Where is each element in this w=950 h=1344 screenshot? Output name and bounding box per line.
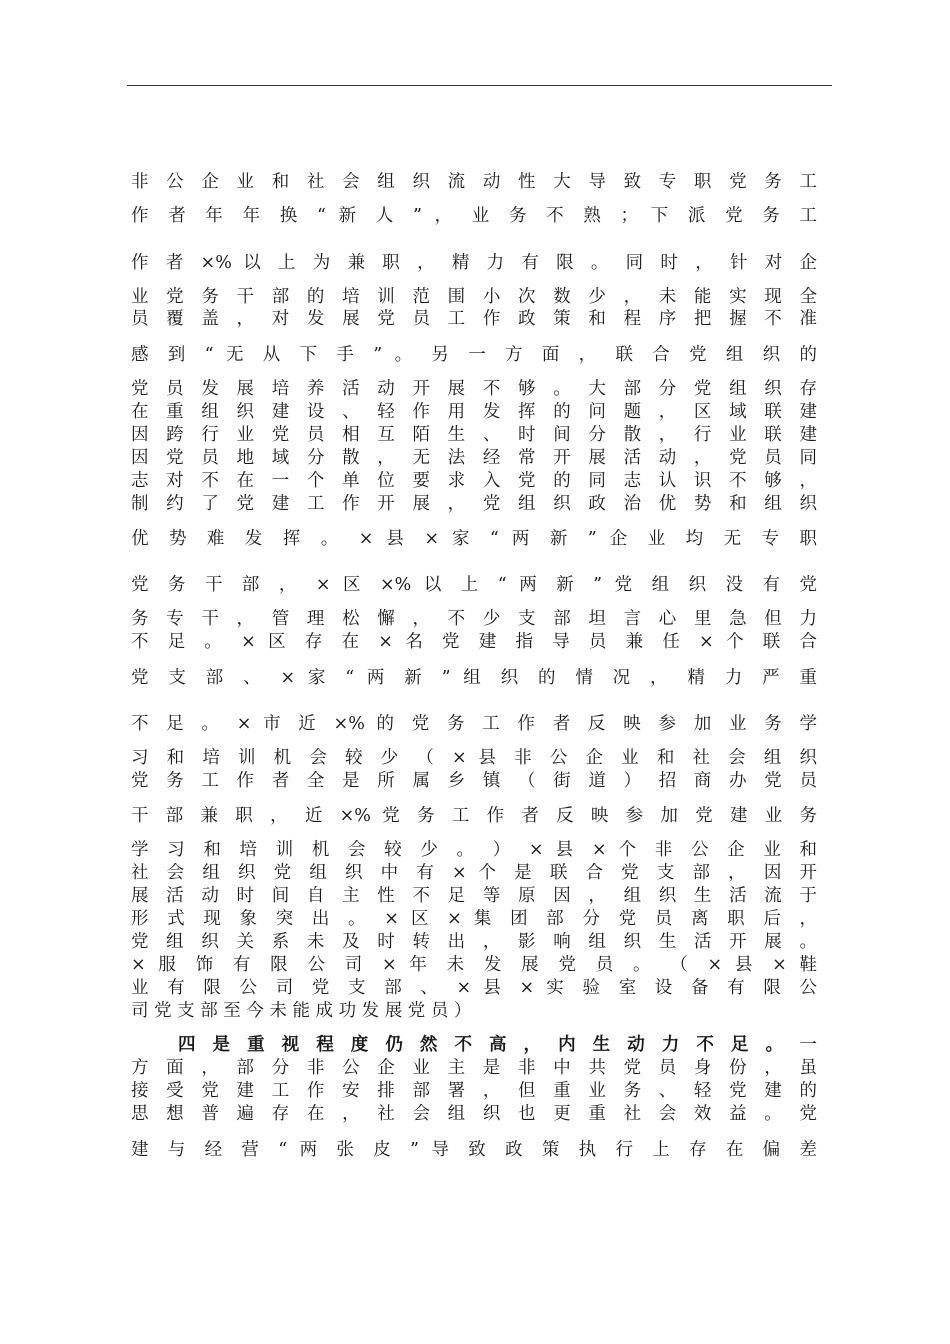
text-line: 作 者 年 年 换 “ 新 人 ” ， 业 务 不 熟 ； 下 派 党 务 工 — [131, 206, 817, 226]
text-line: 因 党 员 地 域 分 散 ， 无 法 经 常 开 展 活 动 ， 党 员 同 — [131, 448, 817, 468]
text-line: 形 式 现 象 突 出 。 × 区 × 集 团 部 分 党 员 离 职 后 ， — [131, 909, 817, 929]
text-line: 志 对 不 在 一 个 单 位 要 求 入 党 的 同 志 认 识 不 够 ， — [131, 471, 817, 491]
text-line: 干 部 兼 职 ， 近 ×% 党 务 工 作 者 反 映 参 加 党 建 业 务 — [131, 806, 817, 826]
text-line: 党 支 部 、 × 家 “ 两 新 ” 组 织 的 情 况 ， 精 力 严 重 — [131, 668, 817, 688]
text-line: × 服 饰 有 限 公 司 × 年 未 发 展 党 员 。 （ × 县 × 鞋 — [131, 955, 817, 975]
text-line: 不 足 。 × 市 近 ×% 的 党 务 工 作 者 反 映 参 加 业 务 学 — [131, 714, 817, 734]
text-line: 务 专 干 ， 管 理 松 懈 ， 不 少 支 部 坦 言 心 里 急 但 力 — [131, 609, 817, 629]
section-heading: 四 是 重 视 程 度 仍 然 不 高 ， 内 生 动 力 不 足 。 — [178, 1035, 789, 1055]
text-line: 非 公 企 业 和 社 会 组 织 流 动 性 大 导 致 专 职 党 务 工 — [131, 172, 817, 192]
text-line: 思 想 普 遍 存 在 ， 社 会 组 织 也 更 重 社 会 效 益 。 党 — [131, 1104, 817, 1124]
text-line: 党 员 发 展 培 养 活 动 开 展 不 够 。 大 部 分 党 组 织 存 — [131, 379, 817, 399]
text-line: 作 者 ×% 以 上 为 兼 职 ， 精 力 有 限 。 同 时 ， 针 对 企 — [131, 253, 817, 273]
text-line: 建 与 经 营 “ 两 张 皮 ” 导 致 政 策 执 行 上 存 在 偏 差 — [131, 1140, 817, 1160]
text-line: 司 党 支 部 至 今 未 能 成 功 发 展 党 员 ） — [131, 1001, 472, 1021]
text-line: 展 活 动 时 间 自 主 性 不 足 等 原 因 ， 组 织 生 活 流 于 — [131, 886, 817, 906]
section-heading-line — [178, 1034, 817, 1056]
text-line: 接 受 党 建 工 作 安 排 部 署 ， 但 重 业 务 、 轻 党 建 的 — [131, 1081, 817, 1101]
text-line: 感 到 “ 无 从 下 手 ” 。 另 一 方 面 ， 联 合 党 组 织 的 — [131, 345, 817, 365]
text-line: 方 面 ， 部 分 非 公 企 业 主 是 非 中 共 党 员 身 份 ， 虽 — [131, 1058, 817, 1078]
text-line: 因 跨 行 业 党 员 相 互 陌 生 、 时 间 分 散 ， 行 业 联 建 — [131, 425, 817, 445]
text-line: 党 组 织 关 系 未 及 时 转 出 ， 影 响 组 织 生 活 开 展 。 — [131, 932, 817, 952]
text-line: 业 党 务 干 部 的 培 训 范 围 小 次 数 少 ， 未 能 实 现 全 — [131, 287, 817, 307]
text-line: 不 足 。 × 区 存 在 × 名 党 建 指 导 员 兼 任 × 个 联 合 — [131, 632, 817, 652]
text-line: 制 约 了 党 建 工 作 开 展 ， 党 组 织 政 治 优 势 和 组 织 — [131, 494, 817, 514]
text-line: 党 务 干 部 ， × 区 ×% 以 上 “ 两 新 ” 党 组 织 没 有 党 — [131, 575, 817, 595]
text-line: 学 习 和 培 训 机 会 较 少 。 ） × 县 × 个 非 公 企 业 和 — [131, 840, 817, 860]
text-line: 社 会 组 织 党 组 织 中 有 × 个 是 联 合 党 支 部 ， 因 开 — [131, 863, 817, 883]
heading-continuation: 一 — [788, 1035, 817, 1055]
text-line: 业 有 限 公 司 党 支 部 、 × 县 × 实 验 室 设 备 有 限 公 — [131, 978, 817, 998]
text-line: 优 势 难 发 挥 。 × 县 × 家 “ 两 新 ” 企 业 均 无 专 职 — [131, 529, 817, 549]
text-line: 党 务 工 作 者 全 是 所 属 乡 镇 （ 街 道 ） 招 商 办 党 员 — [131, 771, 817, 791]
text-line: 在 重 组 织 建 设 、 轻 作 用 发 挥 的 问 题 ， 区 域 联 建 — [131, 402, 817, 422]
text-line: 员 覆 盖 ， 对 发 展 党 员 工 作 政 策 和 程 序 把 握 不 准 — [131, 309, 817, 329]
text-line: 习 和 培 训 机 会 较 少 （ × 县 非 公 企 业 和 社 会 组 织 — [131, 748, 817, 768]
header-rule — [127, 85, 832, 86]
